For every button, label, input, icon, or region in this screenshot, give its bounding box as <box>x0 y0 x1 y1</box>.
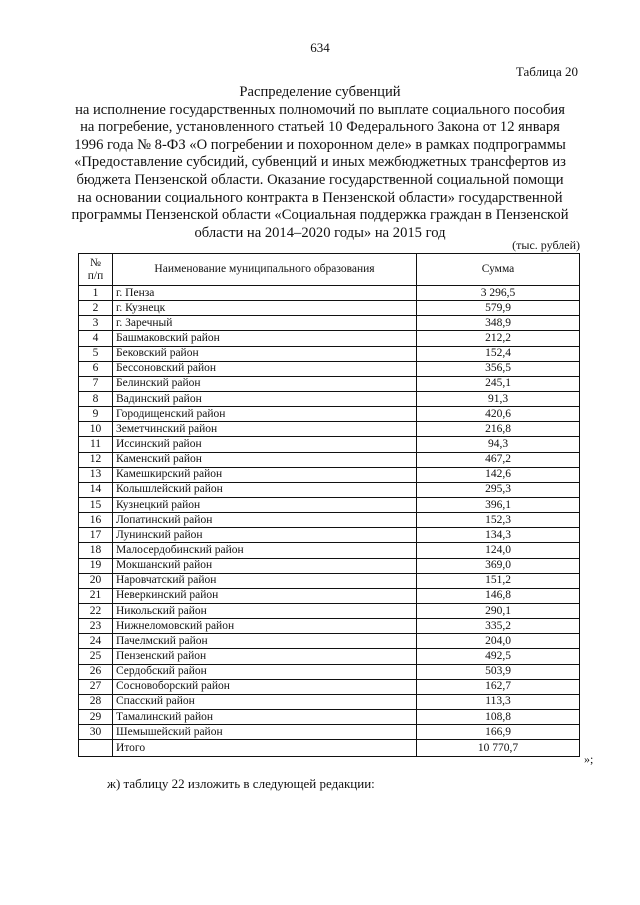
table-row <box>79 603 580 618</box>
row-number: 4 <box>79 331 113 346</box>
title-line: Распределение субвенций <box>239 84 401 100</box>
table-row <box>79 588 580 603</box>
row-number: 29 <box>79 709 113 724</box>
row-sum: 369,0 <box>417 558 580 573</box>
row-sum: 152,4 <box>417 346 580 361</box>
table-row <box>79 649 580 664</box>
row-number: 5 <box>79 346 113 361</box>
row-name: Каменский район <box>113 452 417 467</box>
row-name: Лопатинский район <box>113 513 417 528</box>
row-name: г. Пенза <box>113 286 417 301</box>
units-note: (тыс. рублей) <box>512 238 580 252</box>
table-row <box>79 407 580 422</box>
header-number-line2: п/п <box>87 269 104 282</box>
row-number: 18 <box>79 543 113 558</box>
title-line: «Предоставление субсидий, субвенций и иных межбюджетных трансфертов из <box>74 154 566 171</box>
row-sum: 492,5 <box>417 649 580 664</box>
row-sum: 503,9 <box>417 664 580 679</box>
row-sum: 290,1 <box>417 603 580 618</box>
row-sum: 113,3 <box>417 694 580 709</box>
table-row <box>79 286 580 301</box>
subsidy-table <box>78 253 580 757</box>
table-row <box>79 376 580 391</box>
row-sum: 108,8 <box>417 709 580 724</box>
total-number-cell <box>79 740 113 757</box>
row-sum: 152,3 <box>417 513 580 528</box>
row-name: Пачелмский район <box>113 634 417 649</box>
total-row <box>79 740 580 757</box>
row-number: 20 <box>79 573 113 588</box>
row-name: Шемышейский район <box>113 725 417 740</box>
table-row <box>79 709 580 724</box>
row-name: Неверкинский район <box>113 588 417 603</box>
row-sum: 579,9 <box>417 301 580 316</box>
row-number: 27 <box>79 679 113 694</box>
table-row <box>79 316 580 331</box>
instruction-text: ж) таблицу 22 изложить в следующей редакции: <box>107 776 375 791</box>
table-row <box>79 331 580 346</box>
row-name: Вадинский район <box>113 391 417 406</box>
table-row <box>79 482 580 497</box>
row-name: Белинский район <box>113 376 417 391</box>
row-name: Бековский район <box>113 346 417 361</box>
row-name: Бессоновский район <box>113 361 417 376</box>
row-name: Лунинский район <box>113 528 417 543</box>
table-row <box>79 513 580 528</box>
row-sum: 94,3 <box>417 437 580 452</box>
header-name: Наименование муниципального образования <box>113 254 417 286</box>
row-number: 8 <box>79 391 113 406</box>
row-number: 6 <box>79 361 113 376</box>
table-row <box>79 497 580 512</box>
row-sum: 348,9 <box>417 316 580 331</box>
table-row <box>79 391 580 406</box>
row-number: 14 <box>79 482 113 497</box>
total-sum: 10 770,7 <box>417 740 580 757</box>
row-name: Малосердобинский район <box>113 543 417 558</box>
row-sum: 134,3 <box>417 528 580 543</box>
title-line: области на 2014–2020 годы» на 2015 год <box>194 224 446 241</box>
row-name: Мокшанский район <box>113 558 417 573</box>
title-line: программы Пензенской области «Социальная поддержка граждан в Пензенской <box>71 207 569 224</box>
row-number: 13 <box>79 467 113 482</box>
table-row <box>79 573 580 588</box>
row-number: 25 <box>79 649 113 664</box>
table-row <box>79 558 580 573</box>
table-row <box>79 528 580 543</box>
header-number-line1: № <box>90 256 101 269</box>
row-number: 28 <box>79 694 113 709</box>
row-number: 21 <box>79 588 113 603</box>
row-sum: 166,9 <box>417 725 580 740</box>
row-name: Камешкирский район <box>113 467 417 482</box>
row-sum: 335,2 <box>417 619 580 634</box>
total-label: Итого <box>113 740 417 757</box>
row-number: 15 <box>79 497 113 512</box>
row-name: Никольский район <box>113 603 417 618</box>
table-row <box>79 467 580 482</box>
table-row <box>79 725 580 740</box>
title-line: бюджета Пензенской области. Оказание государственной социальной помощи <box>76 171 564 188</box>
row-name: Земетчинский район <box>113 422 417 437</box>
table-row <box>79 422 580 437</box>
row-sum: 151,2 <box>417 573 580 588</box>
row-number: 19 <box>79 558 113 573</box>
row-name: Городищенский район <box>113 407 417 422</box>
row-number: 30 <box>79 725 113 740</box>
table-row <box>79 437 580 452</box>
document-title <box>50 84 590 242</box>
row-sum: 295,3 <box>417 482 580 497</box>
row-name: Нижнеломовский район <box>113 619 417 634</box>
table-row <box>79 664 580 679</box>
table-label: Таблица 20 <box>515 64 578 79</box>
row-sum: 204,0 <box>417 634 580 649</box>
row-sum: 396,1 <box>417 497 580 512</box>
title-line: на основании социального контракта в Пензенской области» государственной <box>77 189 563 206</box>
row-sum: 142,6 <box>417 467 580 482</box>
row-name: Сосновоборский район <box>113 679 417 694</box>
table-row <box>79 634 580 649</box>
table-row <box>79 361 580 376</box>
table-header-row <box>79 254 580 286</box>
row-number: 10 <box>79 422 113 437</box>
row-number: 24 <box>79 634 113 649</box>
row-number: 2 <box>79 301 113 316</box>
row-name: Башмаковский район <box>113 331 417 346</box>
row-number: 1 <box>79 286 113 301</box>
row-number: 7 <box>79 376 113 391</box>
row-number: 9 <box>79 407 113 422</box>
header-number <box>79 254 113 286</box>
row-name: Спасский район <box>113 694 417 709</box>
row-sum: 467,2 <box>417 452 580 467</box>
row-number: 3 <box>79 316 113 331</box>
row-sum: 420,6 <box>417 407 580 422</box>
row-sum: 212,2 <box>417 331 580 346</box>
header-sum: Сумма <box>417 254 580 286</box>
title-line: на исполнение государственных полномочий по выплате социального пособия <box>75 101 565 118</box>
row-name: г. Заречный <box>113 316 417 331</box>
title-line: 1996 года № 8-ФЗ «О погребении и похоронном деле» в рамках подпрограммы <box>74 136 566 153</box>
row-name: Кузнецкий район <box>113 497 417 512</box>
row-name: Иссинский район <box>113 437 417 452</box>
row-sum: 216,8 <box>417 422 580 437</box>
table-row <box>79 679 580 694</box>
row-number: 16 <box>79 513 113 528</box>
table-row <box>79 346 580 361</box>
row-name: Пензенский район <box>113 649 417 664</box>
row-name: Сердобский район <box>113 664 417 679</box>
row-number: 12 <box>79 452 113 467</box>
table-row <box>79 452 580 467</box>
row-name: Колышлейский район <box>113 482 417 497</box>
row-number: 17 <box>79 528 113 543</box>
table-row <box>79 301 580 316</box>
row-sum: 245,1 <box>417 376 580 391</box>
row-sum: 91,3 <box>417 391 580 406</box>
title-line: на погребение, установленного статьей 10 Федерального Закона от 12 января <box>80 119 560 136</box>
row-sum: 146,8 <box>417 588 580 603</box>
row-sum: 3 296,5 <box>417 286 580 301</box>
table-row <box>79 619 580 634</box>
row-sum: 162,7 <box>417 679 580 694</box>
row-number: 26 <box>79 664 113 679</box>
closing-quote: »; <box>584 752 594 766</box>
row-sum: 124,0 <box>417 543 580 558</box>
page-number: 634 <box>310 40 330 55</box>
row-sum: 356,5 <box>417 361 580 376</box>
table-row <box>79 543 580 558</box>
row-number: 23 <box>79 619 113 634</box>
table-row <box>79 694 580 709</box>
row-number: 11 <box>79 437 113 452</box>
row-name: г. Кузнецк <box>113 301 417 316</box>
row-number: 22 <box>79 603 113 618</box>
row-name: Наровчатский район <box>113 573 417 588</box>
row-name: Тамалинский район <box>113 709 417 724</box>
